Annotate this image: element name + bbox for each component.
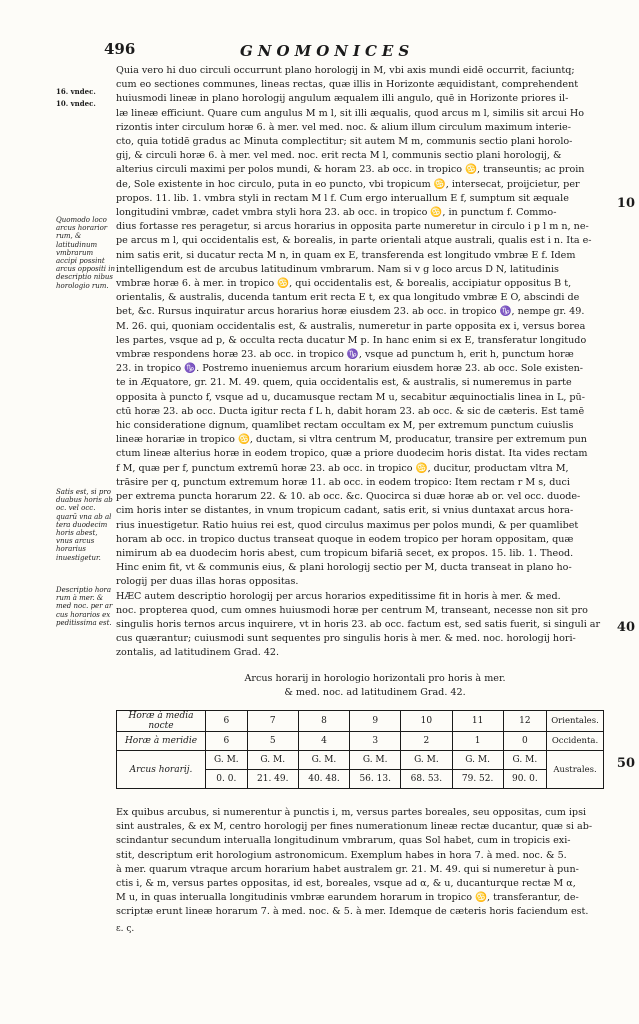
table-cell: 90. 0. <box>503 770 546 789</box>
text-line: te in Æquatore, gr. 21. M. 49. quem, quia occidentalis est, & australis, si numeremus in parte <box>116 377 572 389</box>
text-line: stit, descriptum erit horologium astronomicum. Exemplum habes in hora 7. à med. noc. & 5. <box>116 849 567 861</box>
table-cell: 0. 0. <box>206 770 248 789</box>
table-cell: G. M. <box>298 751 349 770</box>
text-line: M u, in quas interualla longitudinis vmbræ earundem horarum in tropico ♋, transferantur, de- <box>116 892 579 904</box>
text-line: nimirum ab ea duodecim horis abest, cum tropicum bifariā secet, ex propos. 15. lib. 1. Theod. <box>116 547 574 559</box>
text-line: cum eo sectiones communes, lineas rectas, quæ illis in Horizonte æquidistant, comprehendent <box>116 79 579 91</box>
table-cell: 2 <box>401 732 452 751</box>
table-cell: 12 <box>503 711 546 732</box>
body-text-block-2 <box>116 806 604 920</box>
table-caption-line-1: Arcus horarij in horologio horizontali pro horis à mer. <box>244 673 506 684</box>
footer-mark: ε. ς. <box>116 924 135 934</box>
table-cell: 79. 52. <box>452 770 503 789</box>
table-caption <box>150 672 600 700</box>
table-cell: 56. 13. <box>350 770 401 789</box>
text-line: de, Sole existente in hoc circulo, puta in eo puncto, vbi tropicum ♋, intersecat, proijcietur, per <box>116 178 580 190</box>
text-line: les partes, vsque ad p, & occulta recta ducatur M p. In hanc enim si ex E, transferatur longitudo <box>116 334 587 346</box>
text-line: nim satis erit, si ducatur recta M n, in quam ex E, transferenda est longitudo vmbræ E f. Idem <box>116 249 576 261</box>
text-line: noc. propterea quod, cum omnes huiusmodi horæ per centrum M, transeant, necesse non sit pro <box>116 604 588 616</box>
text-line: Ex quibus arcubus, si numerentur à punctis i, m, versus partes boreales, seu oppositas, cum ipsi <box>116 807 587 818</box>
page-number: 496 <box>104 40 136 58</box>
table-cell: G. M. <box>503 751 546 770</box>
text-line: intelligendum est de arcubus latitudinum vmbrarum. Nam si v g loco arcus D N, latitudinis <box>116 263 559 275</box>
text-line: bet, &c. Rursus inquiratur arcus horarius horæ eiusdem 23. ab occ. in tropico ♑, nempe gr. 49. <box>116 306 585 318</box>
row-label: Horæ à media nocte <box>117 711 206 732</box>
table-cell: 8 <box>298 711 349 732</box>
table-cell: 6 <box>206 732 248 751</box>
text-line: scindantur secundum interualla longitudinum vmbrarum, quas Sol habet, cum in tropicis exi- <box>116 835 571 847</box>
text-line: dius fortasse res peragetur, si arcus horarius in opposita parte numeretur in circulo i p l m n, ne- <box>116 221 589 233</box>
text-line: ctis i, & m, versus partes oppositas, id est, boreales, vsque ad α, & u, ducanturque rectæ M α, <box>116 878 576 890</box>
table-cell: 0 <box>503 732 546 751</box>
side-note-2: 10. vndec. <box>56 99 96 108</box>
row-tag: Orientales. <box>547 711 604 732</box>
table-cell: 4 <box>298 732 349 751</box>
table-row <box>117 711 604 732</box>
text-line: M. 26. qui, quoniam occidentalis est, & australis, numeretur in parte opposita ex i, versus borea <box>116 320 586 332</box>
margin-number-50: 50 <box>616 756 635 771</box>
table-cell: G. M. <box>452 751 503 770</box>
table-cell: 11 <box>452 711 503 732</box>
side-note-5: Descriptio hora rum à mer. & med noc. per ar cus horarios ex peditissima est. <box>56 586 113 627</box>
text-line: propos. 11. lib. 1. vmbra styli in rectam M l f. Cum ergo interuallum E f, sumptum sit æquale <box>116 192 569 204</box>
text-line: singulis horis ternos arcus inquirere, vt in horis 23. ab occ. factum est, sed satis fuerit, si singuli ar <box>116 618 601 630</box>
side-note-1: 16. vndec. <box>56 87 96 96</box>
text-line: Hinc enim fit, vt & communis eius, & plani horologij sectio per M, ducta transeat in plano ho- <box>116 562 572 574</box>
table-cell: 6 <box>206 711 248 732</box>
table-cell: 7 <box>247 711 298 732</box>
text-line: rius inuestigetur. Ratio huius rei est, quod circulus maximus per polos mundi, & per quamlibet <box>116 519 579 531</box>
text-line: hic consideratione dignum, quamlibet rectam occultam ex M, per extremum punctum cuiuslis <box>116 420 574 432</box>
text-line: pe arcus m l, qui occidentalis est, & borealis, in parte orientali atque australi, qualis est i n. Ita e- <box>116 235 592 247</box>
body-text-block-1 <box>116 64 604 661</box>
text-line: rologij per duas illas horas oppositas. <box>116 576 299 588</box>
table-cell: 68. 53. <box>401 770 452 789</box>
table-cell: 1 <box>452 732 503 751</box>
text-line: læ lineæ efficiunt. Quare cum angulus M m l, sit illi æqualis, quod arcus m l, similis sit arcui Ho <box>116 107 585 119</box>
text-line: vmbræ respondens horæ 23. ab occ. in tropico ♑, vsque ad punctum h, erit h, punctum horæ <box>116 349 574 361</box>
text-line: cus quærantur; cuiusmodi sunt sequentes pro singulis horis à mer. & med. noc. horologij hori- <box>116 633 576 645</box>
text-line: trāsire per q, punctum extremum horæ 11. ab occ. in eodem tropico: Item rectam r M s, duci <box>116 476 570 488</box>
row-label: Arcus horarij. <box>117 751 206 789</box>
table-cell: 3 <box>350 732 401 751</box>
text-line: opposita à puncto f, vsque ad u, ducamusque rectam M u, secabitur æquinoctialis linea in L, pū- <box>116 391 585 403</box>
text-line: rizontis inter circulum horæ 6. à mer. vel med. noc. & alium illum circulum maximum interie- <box>116 121 571 133</box>
text-line: à mer. quarum vtraque arcum horarium habet australem gr. 21. M. 49. qui si numeretur à pun- <box>116 863 579 875</box>
text-line: vmbræ horæ 6. à mer. in tropico ♋, qui occidentalis est, & borealis, accipiatur oppositus B t, <box>116 278 572 290</box>
text-line: horam ab occ. in tropico ductus transeat quoque in eodem tropico per horam oppositam, quæ <box>116 533 574 545</box>
text-line: huiusmodi lineæ in plano horologij angulum æqualem illi angulo, quē in Horizonte priores il- <box>116 93 569 105</box>
table-cell: 9 <box>350 711 401 732</box>
text-line: alterius circuli maximi per polos mundi, & horam 23. ab occ. in tropico ♋, transeuntis; ac proin <box>116 164 585 176</box>
row-tag: Australes. <box>547 751 604 789</box>
text-line: orientalis, & australis, ducenda tantum erit recta E t, ex qua longitudo vmbræ E O, abscindi de <box>116 292 580 304</box>
row-label: Horæ à meridie <box>117 732 206 751</box>
table-cell: 21. 49. <box>247 770 298 789</box>
row-tag: Occidenta. <box>547 732 604 751</box>
text-line: zontalis, ad latitudinem Grad. 42. <box>116 647 280 659</box>
text-line: lineæ horariæ in tropico ♋, ductam, si vltra centrum M, producatur, transire per extremum pun <box>116 434 587 446</box>
text-line: 23. in tropico ♑. Postremo inueniemus arcum horarium eiusdem horæ 23. ab occ. Sole existen- <box>116 363 584 375</box>
table-cell: 40. 48. <box>298 770 349 789</box>
text-line: per extrema puncta horarum 22. & 10. ab occ. &c. Quocirca si duæ horæ ab or. vel occ. duode- <box>116 491 581 503</box>
table-cell: G. M. <box>350 751 401 770</box>
text-line: HÆC autem descriptio horologij per arcus horarios expeditissime fit in horis à mer. & med. <box>116 590 561 602</box>
text-line: longitudini vmbræ, cadet vmbra styli hora 23. ab occ. in tropico ♋, in punctum f. Commo- <box>116 207 557 219</box>
margin-number-40: 40 <box>616 620 635 635</box>
running-head: GNOMONICES <box>240 42 415 60</box>
table-cell: G. M. <box>206 751 248 770</box>
side-note-3: Quomodo loco arcus horarior rum, & latitudinum vmbrarum accipi possint arcus oppositi in descriptio nibus horologio rum. <box>56 216 116 290</box>
text-line: Quia vero hi duo circuli occurrunt plano horologij in M, vbi axis mundi eidē occurrit, faciuntq; <box>116 65 575 76</box>
table-cell: G. M. <box>247 751 298 770</box>
table-row <box>117 732 604 751</box>
table-cell: 10 <box>401 711 452 732</box>
text-line: ctum lineæ alterius horæ in eodem tropico, quæ a priore duodecim horis distat. Ita vides rectam <box>116 448 588 460</box>
table-cell: 5 <box>247 732 298 751</box>
table-cell: G. M. <box>401 751 452 770</box>
text-line: f M, quæ per f, punctum extremū horæ 23. ab occ. in tropico ♋, ducitur, productam vltra M, <box>116 462 569 474</box>
margin-number-10: 10 <box>616 196 635 211</box>
side-note-4: Satis est, si pro duabus horis ab oc. vel occ. quarū vna ab al tera duodecim horis abest, vnus arcus horarius inuestigetur. <box>56 488 113 562</box>
text-line: cim horis inter se distantes, in vnum tropicum cadant, satis erit, si vnius duntaxat arcus hora- <box>116 505 574 517</box>
text-line: ctū horæ 23. ab occ. Ducta igitur recta f L h, dabit horam 23. ab occ. & sic de cæteris. Est tamē <box>116 405 585 417</box>
table-caption-line-2: & med. noc. ad latitudinem Grad. 42. <box>284 687 466 698</box>
table-row <box>117 751 604 770</box>
text-line: sint australes, & ex M, centro horologij per fines numerationum lineæ rectæ ducantur, quæ si ab- <box>116 821 593 833</box>
hour-arcs-table <box>116 710 604 789</box>
text-line: cto, quia totidē gradus ac Minuta complectitur; sit autem M m, communis sectio plani horolo- <box>116 136 573 148</box>
text-line: scriptæ erunt lineæ horarum 7. à med. noc. & 5. à mer. Idemque de cæteris horis faciendum est. <box>116 906 589 918</box>
text-line: gij, & circuli horæ 6. à mer. vel med. noc. erit recta M l, communis sectio plani horologij, & <box>116 150 562 162</box>
